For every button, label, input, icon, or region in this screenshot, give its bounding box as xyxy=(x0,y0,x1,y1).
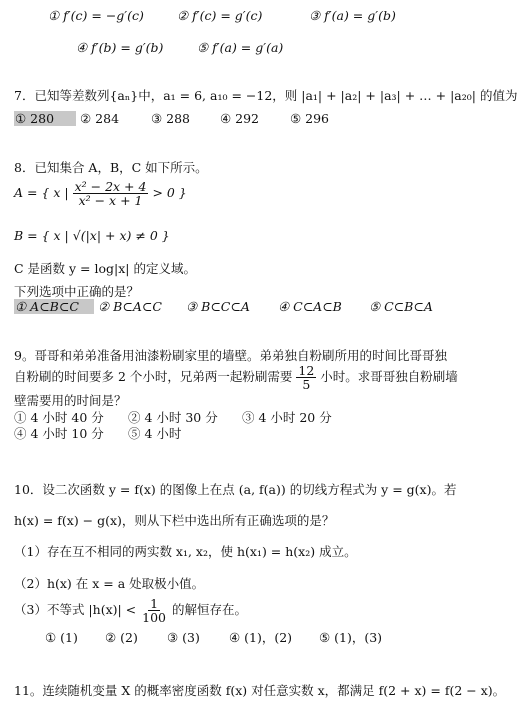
prev-option-2[interactable]: ② f′(c) = g′(c) xyxy=(176,8,263,23)
q9-line-2-end: 小时。求哥哥独自粉刷墙 xyxy=(320,369,458,385)
q9-line-1: 9。哥哥和弟弟准备用油漆粉刷家里的墙壁。弟弟独自粉刷所用的时间比哥哥独 xyxy=(14,348,447,363)
q8-question: 下列选项中正确的是？ xyxy=(14,284,140,299)
q7-stem: 7．已知等差数列{aₙ}中，a₁ = 6, a₁₀ = −12，则 |a₁| + |a₂| + |a₃| + … + |a₂₀| 的值为 xyxy=(14,88,517,103)
q10-item-3-start: （3）不等式 |h(x)| < xyxy=(14,602,137,618)
q10-line-2: h(x) = f(x) − g(x)，则从下栏中选出所有正确选项的是？ xyxy=(14,513,335,528)
q10-item-3-numerator: 1 xyxy=(150,596,159,611)
q7-option-3[interactable]: ③ 288 xyxy=(150,111,191,126)
q10-item-2: （2）h(x) 在 x = a 处取极小值。 xyxy=(14,576,205,591)
q8-set-a-suffix: > 0 } xyxy=(152,185,187,201)
prev-option-5[interactable]: ⑤ f′(a) = g′(a) xyxy=(196,40,284,55)
q8-option-3[interactable]: ③ B⊂C⊂A xyxy=(185,299,250,314)
q8-option-5[interactable]: ⑤ C⊂B⊂A xyxy=(368,299,433,314)
q8-set-a-denominator: x² − x + 1 xyxy=(78,193,143,209)
q9-option-2[interactable]: ② 4 小时 30 分 xyxy=(127,410,218,425)
q7-option-2[interactable]: ② 284 xyxy=(79,111,120,126)
q8-set-b: B = { x | √(|x| + x) ≠ 0 } xyxy=(14,228,170,243)
q10-item-3-denominator: 100 xyxy=(142,610,166,626)
q9-fraction xyxy=(296,364,316,391)
q9-line-2 xyxy=(14,364,458,391)
q8-set-c: C 是函数 y = log|x| 的定义域。 xyxy=(14,261,196,276)
q8-set-a-fraction xyxy=(73,180,149,207)
q8-set-a-prefix: A = { x | xyxy=(14,185,69,201)
q9-fraction-denominator: 5 xyxy=(302,377,311,393)
q8-option-1[interactable]: ① A⊂B⊂C xyxy=(14,299,94,314)
q7-option-1[interactable]: ① 280 xyxy=(14,111,76,126)
q10-option-5[interactable]: ⑤ (1)，(3) xyxy=(318,630,383,645)
q10-option-1[interactable]: ① (1) xyxy=(45,630,78,645)
q8-options xyxy=(14,299,433,314)
q10-option-4[interactable]: ④ (1)，(2) xyxy=(228,630,293,645)
q11-line-1: 11。连续随机变量 X 的概率密度函数 f(x) 对任意实数 x，都满足 f(2 + x) = f(2 − x)。 xyxy=(14,683,506,698)
q10-option-3[interactable]: ③ (3) xyxy=(166,630,200,645)
q10-item-3-end: 的解恒存在。 xyxy=(171,602,247,618)
q9-line-2-start: 自粉刷的时间要多 2 个小时，兄弟两一起粉刷需要 xyxy=(14,369,293,385)
prev-option-1[interactable]: ① f′(c) = −g′(c) xyxy=(48,8,144,23)
q10-option-2[interactable]: ② (2) xyxy=(104,630,138,645)
prev-option-3[interactable]: ③ f′(a) = g′(b) xyxy=(308,8,396,23)
q8-stem: 8．已知集合 A，B，C 如下所示。 xyxy=(14,160,208,175)
q9-option-1[interactable]: ① 4 小时 40 分 xyxy=(14,410,104,425)
q9-option-5[interactable]: ⑤ 4 小时 xyxy=(127,426,182,441)
q8-option-2[interactable]: ② B⊂A⊂C xyxy=(97,299,162,314)
q9-option-4[interactable]: ④ 4 小时 10 分 xyxy=(14,426,104,441)
q10-item-3-fraction xyxy=(140,597,168,624)
q7-option-5[interactable]: ⑤ 296 xyxy=(289,111,329,126)
q8-set-a-numerator: x² − 2x + 4 xyxy=(74,179,147,194)
prev-options-row-1 xyxy=(48,8,396,23)
prev-options-row-2 xyxy=(76,40,283,55)
q7-options xyxy=(14,111,329,126)
q7-option-4[interactable]: ④ 292 xyxy=(219,111,259,126)
prev-option-4[interactable]: ④ f′(b) = g′(b) xyxy=(76,40,164,55)
q10-item-1: （1）存在互不相同的两实数 x₁, x₂，使 h(x₁) = h(x₂) 成立。 xyxy=(14,544,357,559)
q8-option-4[interactable]: ④ C⊂A⊂B xyxy=(277,299,342,314)
q9-fraction-numerator: 12 xyxy=(298,363,315,378)
q10-item-3 xyxy=(14,597,247,624)
q10-options xyxy=(45,628,382,646)
q9-options-row-2 xyxy=(14,424,181,442)
q9-line-3: 壁需要用的时间是？ xyxy=(14,393,127,408)
q9-option-3[interactable]: ③ 4 小时 20 分 xyxy=(241,410,332,425)
q10-line-1: 10．设二次函数 y = f(x) 的图像上在点 (a, f(a)) 的切线方程式为 y = g(x)。若 xyxy=(14,482,457,497)
q8-set-a xyxy=(14,180,187,207)
